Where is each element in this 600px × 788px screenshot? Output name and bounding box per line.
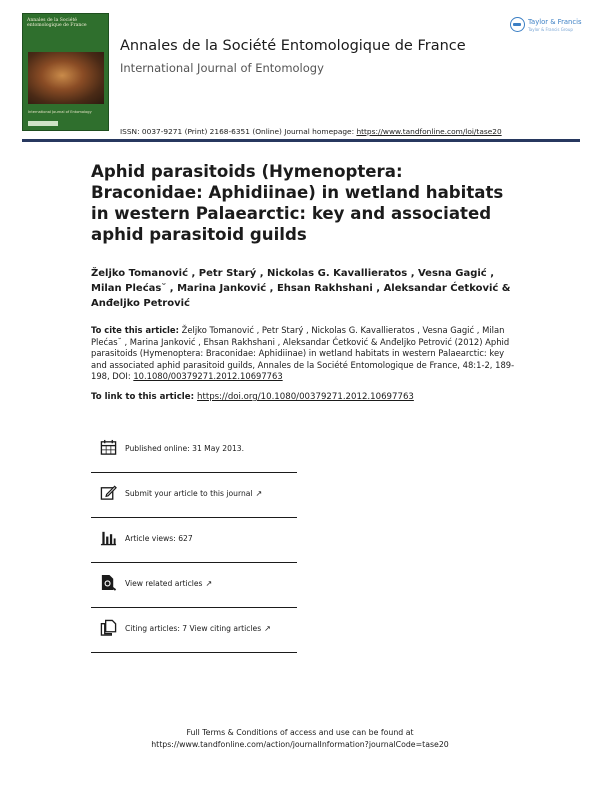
- citing-articles-label: Citing articles: 7 View citing articles: [125, 624, 262, 633]
- submit-article-label: Submit your article to this journal: [125, 489, 253, 498]
- journal-subtitle: International Journal of Entomology: [120, 61, 324, 75]
- published-online-item: [91, 428, 297, 473]
- journal-homepage-link[interactable]: https://www.tandfonline.com/loi/tase20: [356, 127, 502, 136]
- tf-brand-name: Taylor & Francis: [528, 18, 582, 26]
- article-authors: [91, 266, 521, 311]
- related-articles-item[interactable]: [91, 563, 297, 608]
- external-link-icon: ↗: [205, 579, 213, 588]
- terms-text: Full Terms & Conditions of access and use can be found at: [186, 728, 414, 737]
- submit-article-item[interactable]: [91, 473, 297, 518]
- cover-publisher-mark: [28, 121, 58, 126]
- citation-label: To cite this article:: [91, 325, 179, 335]
- journal-title[interactable]: Annales de la Société Entomologique de France: [120, 38, 466, 54]
- article-link-line: [91, 392, 414, 402]
- article-title[interactable]: Aphid parasitoids (Hymenoptera: Braconidae: Aphidiinae) in wetland habitats in western Palaearctic: key and associated aphid parasitoid guilds: [91, 162, 504, 244]
- issn-line: [120, 127, 502, 136]
- article-metadata-list: [91, 428, 297, 653]
- cover-title: Annales de la Société entomologique de France: [27, 18, 87, 29]
- article-doi-url[interactable]: https://doi.org/10.1080/00379271.2012.10697763: [197, 392, 414, 402]
- tf-circle-icon: [510, 17, 525, 32]
- terms-url[interactable]: https://www.tandfonline.com/action/journalInformation?journalCode=tase20: [151, 740, 449, 749]
- link-label: To link to this article:: [91, 392, 198, 402]
- journal-cover-image: [22, 13, 109, 131]
- header-divider: [22, 139, 580, 142]
- citing-articles-link[interactable]: [125, 624, 271, 633]
- calendar-icon: [100, 439, 117, 456]
- edit-icon: [100, 484, 117, 501]
- cover-subtitle: International Journal of Entomology: [28, 110, 92, 114]
- cover-photo: [28, 52, 104, 104]
- authors-line[interactable]: Anđeljko Petrović: [91, 298, 190, 309]
- submit-article-link[interactable]: [125, 489, 262, 498]
- issn-text: ISSN: 0037-9271 (Print) 2168-6351 (Online) Journal homepage:: [120, 127, 357, 136]
- citing-documents-icon: [100, 619, 117, 636]
- related-articles-label: View related articles: [125, 579, 203, 588]
- published-date: Published online: 31 May 2013.: [125, 444, 245, 453]
- external-link-icon: ↗: [264, 624, 271, 633]
- taylor-francis-logo[interactable]: [510, 16, 582, 34]
- article-views-item: [91, 518, 297, 563]
- bar-chart-icon: [100, 529, 117, 546]
- external-link-icon: ↗: [255, 489, 263, 498]
- related-articles-link[interactable]: [125, 579, 212, 588]
- citation-block: [91, 325, 521, 383]
- terms-footer: [0, 727, 600, 751]
- tf-brand-tagline: Taylor & Francis Group: [528, 27, 573, 32]
- article-views-count: Article views: 627: [125, 534, 193, 543]
- citation-text: Željko Tomanović , Petr Starý , Nickolas G. Kavallieratos , Vesna Gagić , Milan Plećas˘ , Marina Janković , Ehsan Rakhshani , Aleksandar Ćetković & Anđeljko Petrović (2012) Aphid parasitoids (Hymenoptera: Braconidae: Aphidiinae) in wetland habitats in western Palaearctic: key and associated aphid parasitoid guilds, Annales de la Société Entomologique de France, 48:1-2, 189-198, DOI:: [91, 325, 515, 382]
- authors-line[interactable]: Željko Tomanović , Petr Starý , Nickolas G. Kavallieratos , Vesna Gagić ,: [91, 268, 494, 279]
- authors-line[interactable]: Milan Plećas˘ , Marina Janković , Ehsan Rakhshani , Aleksandar Ćetković &: [91, 283, 511, 294]
- citing-articles-item[interactable]: [91, 608, 297, 653]
- doi-link[interactable]: 10.1080/00379271.2012.10697763: [133, 371, 283, 382]
- search-document-icon: [100, 574, 117, 591]
